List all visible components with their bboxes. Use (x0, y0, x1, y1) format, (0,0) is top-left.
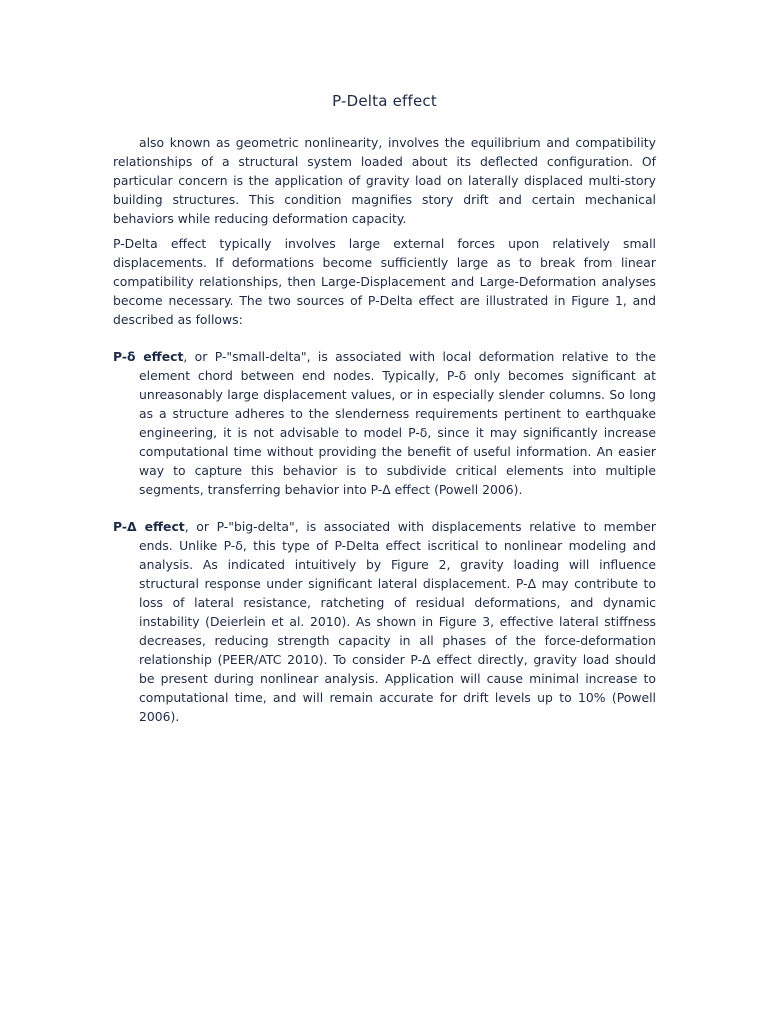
definition-term: P-δ effect (113, 349, 184, 364)
definition-term: P-Δ effect (113, 519, 185, 534)
definition-text: , or P-"small-delta", is associated with local deformation relative to the element chord between end nodes. Typically, P-δ only becomes significant at unreasonably large displacement values, or in especially slender columns. So long as a structure adheres to the slenderness requirements pertinent to earthquake engineering, it is not advisable to model P-δ, since it may significantly increase computational time without providing the benefit of useful information. An easier way to capture this behavior is to subdivide critical elements into multiple segments, transferring behavior into P-Δ effect (Powell 2006). (139, 349, 656, 497)
definition-big-delta (113, 517, 656, 726)
definition-text: , or P-"big-delta", is associated with displacements relative to member ends. Unlike P-δ, this type of P-Delta effect iscritical to nonlinear modeling and analysis. As indicated intuitively by Figure 2, gravity loading will influence structural response under significant lateral displacement. P-Δ may contribute to loss of lateral resistance, ratcheting of residual deformations, and dynamic instability (Deierlein et al. 2010). As shown in Figure 3, effective lateral stiffness decreases, reducing strength capacity in all phases of the force-deformation relationship (PEER/ATC 2010). To consider P-Δ effect directly, gravity load should be present during nonlinear analysis. Application will cause minimal increase to computational time, and will remain accurate for drift levels up to 10% (Powell 2006). (139, 519, 656, 724)
intro-paragraph: also known as geometric nonlinearity, involves the equilibrium and compatibility relationships of a structural system loaded about its deflected configuration. Of particular concern is the application of gravity load on laterally displaced multi-story building structures. This condition magnifies story drift and certain mechanical behaviors while reducing deformation capacity. (113, 135, 656, 226)
second-paragraph: P-Delta effect typically involves large external forces upon relatively small displacements. If deformations become sufficiently large as to break from linear compatibility relationships, then Large-Displacement and Large-Deformation analyses become necessary. The two sources of P-Delta effect are illustrated in Figure 1, and described as follows: (113, 236, 656, 327)
page-title: P-Delta effect (332, 92, 437, 110)
definition-small-delta (113, 347, 656, 499)
document-page (113, 92, 656, 726)
